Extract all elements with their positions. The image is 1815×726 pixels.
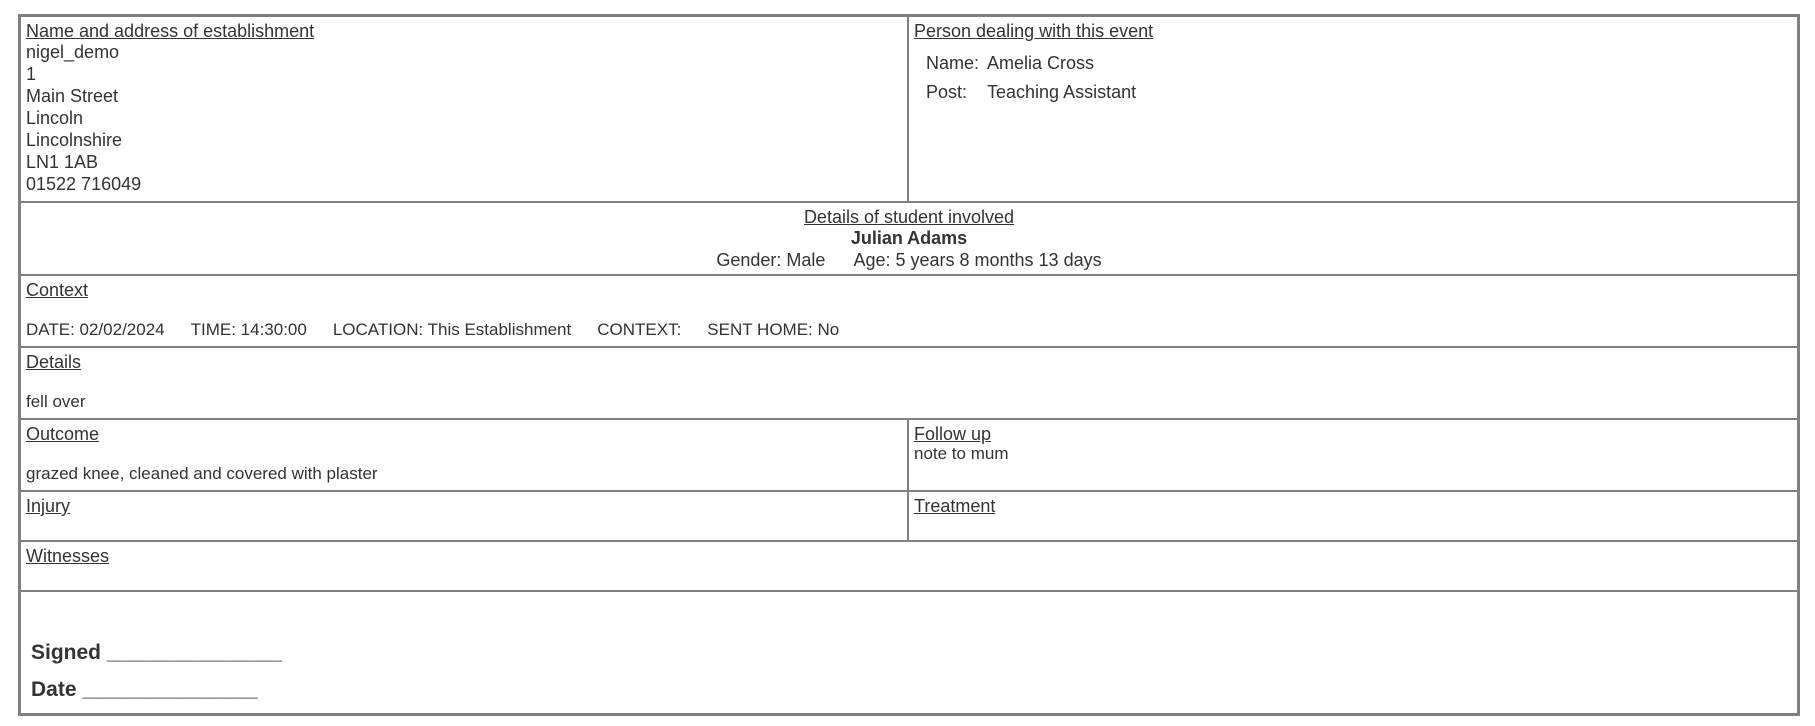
context-location: LOCATION: This Establishment: [332, 320, 572, 339]
person-cell: [909, 17, 1797, 201]
person-name-value: Amelia Cross: [987, 53, 1095, 73]
outcome-heading: Outcome: [26, 424, 100, 444]
follow-up-text: note to mum: [914, 444, 1009, 463]
details-cell: [21, 348, 1797, 418]
context-line: [26, 320, 1792, 340]
establishment-phone: 01522 716049: [26, 174, 142, 194]
witnesses-cell: [21, 542, 1797, 590]
treatment-cell: [909, 492, 1797, 540]
context-time: TIME: 14:30:00: [190, 320, 307, 339]
person-post-value: Teaching Assistant: [987, 82, 1137, 102]
establishment-number: 1: [26, 64, 37, 84]
follow-up-cell: [909, 420, 1797, 490]
treatment-heading: Treatment: [914, 496, 996, 516]
student-row: [21, 203, 1797, 276]
date-line: Date _______________: [31, 678, 258, 701]
details-text: fell over: [26, 392, 86, 411]
student-meta: [26, 249, 1792, 271]
signature-cell: [21, 592, 1797, 713]
person-name-label: Name:: [926, 53, 980, 73]
outcome-row: [21, 420, 1797, 492]
establishment-town: Lincoln: [26, 108, 84, 128]
context-context: CONTEXT:: [597, 320, 682, 339]
witnesses-row: [21, 542, 1797, 592]
person-post-label: Post:: [926, 82, 968, 102]
establishment-cell: [21, 17, 909, 201]
header-row: [21, 17, 1797, 203]
student-name: Julian Adams: [850, 228, 968, 248]
injury-heading: Injury: [26, 496, 71, 516]
injury-row: [21, 492, 1797, 542]
establishment-street: Main Street: [26, 86, 119, 106]
student-cell: [21, 203, 1797, 274]
outcome-cell: [21, 420, 909, 490]
signature-row: [21, 592, 1797, 713]
establishment-postcode: LN1 1AB: [26, 152, 99, 172]
student-heading: Details of student involved: [803, 207, 1015, 227]
student-gender: Gender: Male: [716, 250, 826, 270]
follow-up-heading: Follow up: [914, 424, 992, 444]
establishment-name: nigel_demo: [26, 42, 120, 62]
context-date: DATE: 02/02/2024: [26, 320, 165, 339]
person-heading: Person dealing with this event: [914, 21, 1154, 41]
signed-line: Signed _______________: [31, 641, 283, 664]
person-name-row: [926, 49, 1140, 78]
context-sent-home: SENT HOME: No: [707, 320, 840, 339]
context-row: [21, 276, 1797, 348]
establishment-county: Lincolnshire: [26, 130, 123, 150]
student-age: Age: 5 years 8 months 13 days: [853, 250, 1102, 270]
witnesses-heading: Witnesses: [26, 546, 110, 566]
person-post-row: [926, 78, 1140, 107]
details-row: [21, 348, 1797, 420]
outcome-text: grazed knee, cleaned and covered with plaster: [26, 464, 378, 483]
injury-cell: [21, 492, 909, 540]
student-block: [26, 207, 1792, 271]
person-table: [926, 49, 1140, 107]
context-cell: [21, 276, 1797, 346]
context-heading: Context: [26, 280, 89, 300]
establishment-heading: Name and address of establishment: [26, 21, 315, 41]
details-heading: Details: [26, 352, 82, 372]
incident-report: [18, 14, 1800, 716]
